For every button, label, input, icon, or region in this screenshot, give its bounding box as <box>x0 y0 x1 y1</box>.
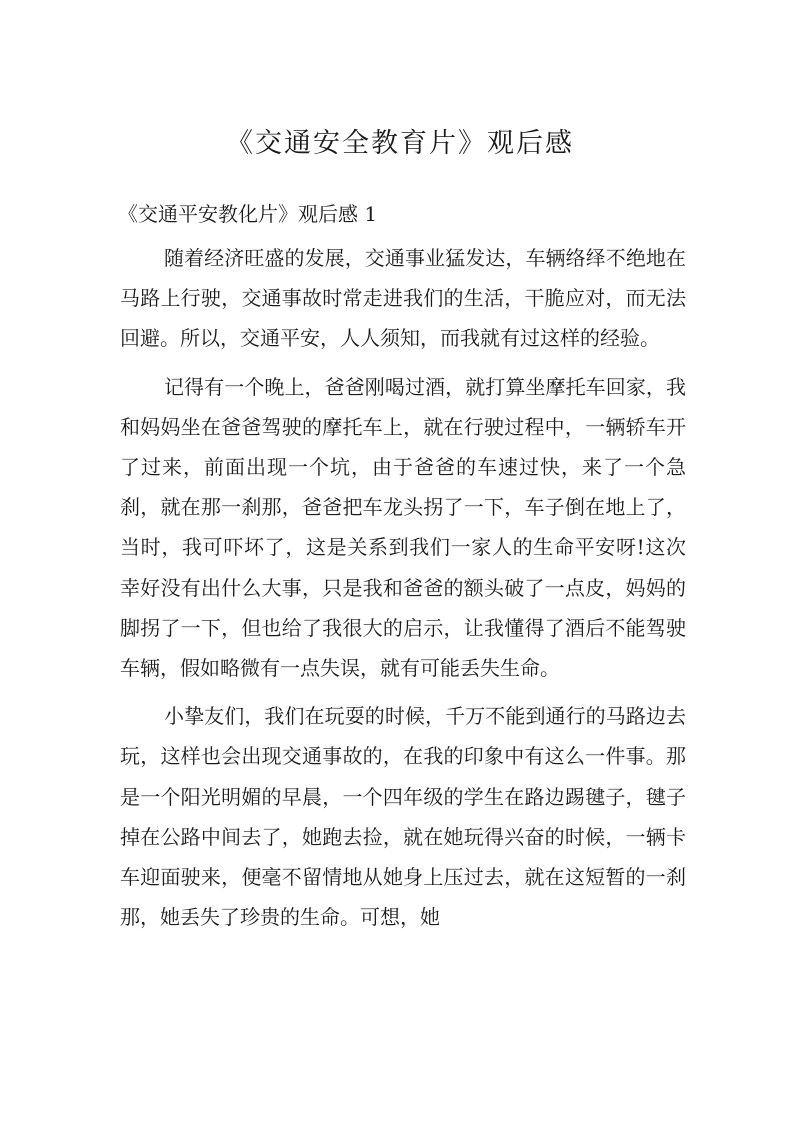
paragraph: 小挚友们，我们在玩耍的时候，千万不能到通行的马路边去玩，这样也会出现交通事故的，在我的印象中有这么一件事。那是一个阳光明媚的早晨，一个四年级的学生在路边踢毽子，毽子掉在公路中间去了，她跑去捡，就在她玩得兴奋的时候，一辆卡车迎面驶来，便毫不留情地从她身上压过去，就在这短暂的一刹那，她丢失了珍贵的生命。可想，她 <box>120 704 686 930</box>
essay-body <box>120 238 686 945</box>
document-title: 《交通安全教育片》观后感 <box>226 128 574 159</box>
paragraph: 随着经济旺盛的发展，交通事业猛发达，车辆络绎不绝地在马路上行驶，交通事故时常走进我们的生活，干脆应对，而无法回避。所以，交通平安，人人须知，而我就有过这样的经验。 <box>120 246 686 351</box>
essay-heading: 《交通平安教化片》观后感 1 <box>118 202 378 226</box>
paragraph: 记得有一个晚上，爸爸刚喝过酒，就打算坐摩托车回家，我和妈妈坐在爸爸驾驶的摩托车上，就在行驶过程中，一辆轿车开了过来，前面出现一个坑，由于爸爸的车速过快，来了一个急刹，就在那一刹那，爸爸把车龙头拐了一下，车子倒在地上了，当时，我可吓坏了，这是关系到我们一家人的生命平安呀!这次幸好没有出什么大事，只是我和爸爸的额头破了一点皮，妈妈的脚拐了一下，但也给了我很大的启示，让我懂得了酒后不能驾驶车辆，假如略微有一点失误，就有可能丢失生命。 <box>120 374 686 681</box>
